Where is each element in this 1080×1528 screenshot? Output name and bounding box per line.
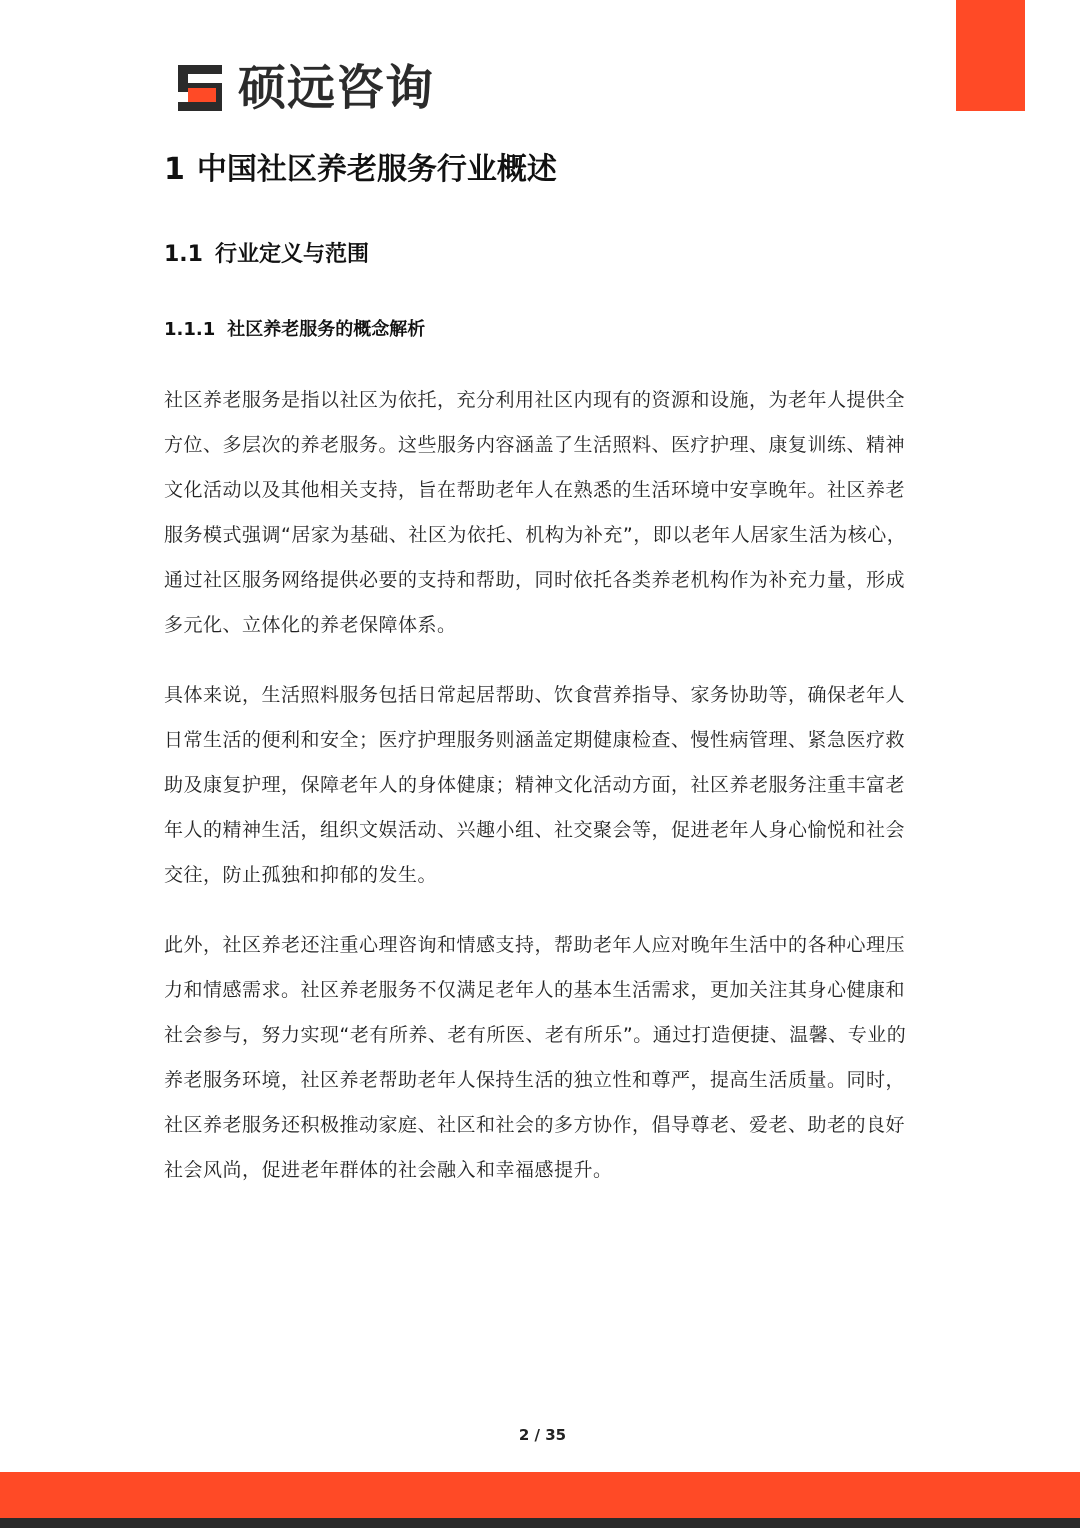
page-number: 2 / 35 <box>518 1426 567 1444</box>
body-paragraph-3: 此外，社区养老还注重心理咨询和情感支持，帮助老年人应对晚年生活中的各种心理压力和情感需求。社区养老服务不仅满足老年人的基本生活需求，更加关注其身心健康和社会参与，努力实现“老有所养、老有所医、老有所乐”。通过打造便捷、温馨、专业的养老服务环境，社区养老帮助老年人保持生活的独立性和尊严，提高生活质量。同时，社区养老服务还积极推动家庭、社区和社会的多方协作，倡导尊老、爱老、助老的良好社会风尚，促进老年群体的社会融入和幸福感提升。 <box>164 934 907 1181</box>
heading-2-title: 行业定义与范围 <box>214 242 369 267</box>
footer-dark-strip <box>0 1518 1080 1528</box>
heading-3-title: 社区养老服务的概念解析 <box>227 319 426 340</box>
footer-accent-bar <box>0 1472 1080 1518</box>
s-square-logo-icon <box>178 65 228 111</box>
heading-level-1 <box>164 148 557 192</box>
body-paragraph-2: 具体来说，生活照料服务包括日常起居帮助、饮食营养指导、家务协助等，确保老年人日常生活的便利和安全；医疗护理服务则涵盖定期健康检查、慢性病管理、紧急医疗救助及康复护理，保障老年人的身体健康；精神文化活动方面，社区养老服务注重丰富老年人的精神生活，组织文娱活动、兴趣小组、社交聚会等，促进老年人身心愉悦和社会交往，防止孤独和抑郁的发生。 <box>164 684 906 886</box>
heading-3-number: 1.1.1 <box>164 319 216 340</box>
heading-level-2 <box>164 238 369 272</box>
brand-name: 硕远咨询 <box>238 60 435 116</box>
heading-1-number: 1 <box>164 152 185 187</box>
brand-logo <box>178 62 434 114</box>
heading-level-3 <box>164 315 425 345</box>
body-paragraph-1: 社区养老服务是指以社区为依托，充分利用社区内现有的资源和设施，为老年人提供全方位、多层次的养老服务。这些服务内容涵盖了生活照料、医疗护理、康复训练、精神文化活动以及其他相关支持，旨在帮助老年人在熟悉的生活环境中安享晚年。社区养老服务模式强调“居家为基础、社区为依托、机构为补充”，即以老年人居家生活为核心，通过社区服务网络提供必要的支持和帮助，同时依托各类养老机构作为补充力量，形成多元化、立体化的养老保障体系。 <box>164 389 907 636</box>
heading-2-number: 1.1 <box>164 242 203 267</box>
corner-accent-block <box>956 0 1025 111</box>
heading-1-title: 中国社区养老服务行业概述 <box>196 152 557 187</box>
